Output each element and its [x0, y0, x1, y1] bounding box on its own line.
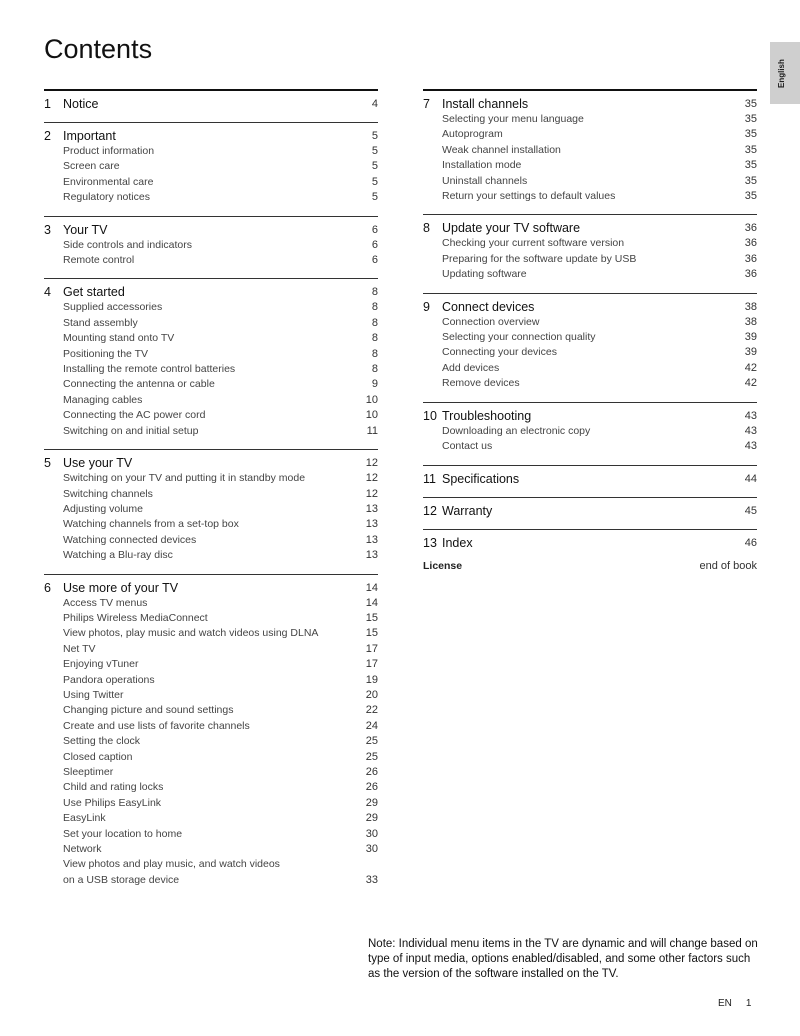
entry-label-line: Switching on and initial setup	[63, 424, 199, 437]
entry-label-line: View photos, play music and watch videos using DLNA	[63, 627, 319, 640]
toc-entry[interactable]	[44, 548, 378, 563]
entry-label-line: Screen care	[63, 160, 120, 173]
section-page: 45	[744, 504, 757, 517]
entry-label-line: Preparing for the software update by USB	[442, 252, 637, 265]
entry-page: 14	[365, 596, 378, 609]
entry-label	[63, 548, 366, 563]
entry-label	[63, 657, 366, 672]
entry-page: 35	[744, 190, 757, 203]
entry-label	[63, 517, 366, 532]
toc-entry[interactable]	[44, 144, 378, 159]
section-heading[interactable]	[44, 284, 378, 300]
toc-entry[interactable]	[423, 439, 757, 454]
toc-entry[interactable]	[423, 143, 757, 158]
toc-entry[interactable]	[44, 673, 378, 688]
entry-label-line: Downloading an electronic copy	[442, 424, 591, 437]
section-heading[interactable]	[44, 128, 378, 144]
toc-entry[interactable]	[44, 703, 378, 718]
entry-page: 43	[744, 440, 757, 453]
toc-entry[interactable]	[423, 127, 757, 142]
entry-page: 17	[365, 642, 378, 655]
entry-page: 6	[371, 238, 378, 251]
entry-page: 42	[744, 361, 757, 374]
toc-entry[interactable]	[44, 502, 378, 517]
entry-page: 9	[371, 378, 378, 391]
toc-section	[423, 465, 757, 487]
entry-label-line: Enjoying vTuner	[63, 658, 139, 671]
section-page: 12	[365, 457, 378, 470]
entry-page: 8	[371, 301, 378, 314]
section-heading[interactable]	[44, 96, 378, 112]
section-title: Use more of your TV	[63, 580, 179, 595]
entry-label	[442, 315, 745, 330]
toc-entry[interactable]	[44, 750, 378, 765]
entry-label-line: Connecting your devices	[442, 346, 557, 359]
toc-entry[interactable]	[44, 533, 378, 548]
section-number: 9	[423, 299, 430, 314]
toc-section	[44, 574, 378, 889]
toc-entry[interactable]	[44, 190, 378, 205]
toc-entry[interactable]	[44, 175, 378, 190]
entry-label	[63, 159, 372, 174]
toc-entry[interactable]	[44, 688, 378, 703]
entry-label	[63, 424, 367, 439]
section-title: Your TV	[63, 222, 108, 237]
entry-page: 35	[744, 143, 757, 156]
entry-page: 36	[744, 252, 757, 265]
entry-label	[442, 376, 745, 391]
section-heading[interactable]	[423, 299, 757, 315]
toc-entry[interactable]	[44, 238, 378, 253]
entry-label-line: Pandora operations	[63, 673, 155, 686]
toc-entry[interactable]	[44, 377, 378, 392]
entry-label-line: Remote control	[63, 254, 135, 267]
toc-section	[423, 89, 757, 204]
entry-label	[63, 642, 366, 657]
entry-label-line: Checking your current software version	[442, 237, 625, 250]
section-number: 7	[423, 97, 430, 111]
entry-label-line: Watching channels from a set-top box	[63, 518, 239, 531]
toc-entry[interactable]	[44, 331, 378, 346]
page-title: Contents	[44, 34, 153, 64]
toc-entry[interactable]	[44, 596, 378, 611]
toc-entry[interactable]	[423, 267, 757, 282]
toc-entry[interactable]	[423, 189, 757, 204]
entry-label-line: on a USB storage device	[63, 873, 180, 886]
entry-label-line: Connection overview	[442, 315, 540, 328]
entry-label	[63, 487, 366, 502]
entry-page: 26	[365, 766, 378, 778]
entry-page: 25	[365, 750, 378, 763]
section-heading[interactable]	[44, 580, 378, 596]
section-title: Index	[442, 535, 473, 550]
entry-label	[63, 347, 372, 362]
entry-label-line: Child and rating locks	[63, 781, 164, 794]
entry-label-line: Installation mode	[442, 159, 522, 172]
entry-label	[63, 626, 366, 641]
entry-label-line: Supplied accessories	[63, 301, 163, 314]
entry-page: 11	[366, 424, 378, 437]
section-heading[interactable]	[423, 503, 757, 519]
entry-label	[442, 330, 745, 345]
toc-entry[interactable]	[44, 487, 378, 502]
page-footer	[718, 998, 751, 1009]
license-entry[interactable]	[423, 559, 757, 574]
entry-page: 39	[744, 346, 757, 359]
entry-page: 36	[744, 268, 757, 281]
toc-entry[interactable]	[44, 362, 378, 377]
entry-label-line: Uninstall channels	[442, 174, 528, 187]
entry-label-line: Sleeptimer	[63, 766, 114, 778]
entry-label	[63, 502, 366, 517]
entry-page: 29	[365, 812, 378, 825]
section-number: 1	[44, 97, 51, 111]
section-title: Warranty	[442, 503, 493, 518]
entry-label-line: Mounting stand onto TV	[63, 332, 175, 345]
entry-page: 6	[371, 254, 378, 267]
entry-label-line: Switching on your TV and putting it in standby mode	[63, 472, 306, 485]
section-number: 10	[423, 408, 437, 423]
entry-page: 8	[371, 363, 378, 376]
entry-page: 30	[365, 827, 378, 840]
entry-label	[63, 673, 366, 688]
entry-page: 5	[371, 175, 378, 188]
entry-page: 15	[365, 627, 378, 640]
entry-label-line: Contact us	[442, 440, 493, 453]
entry-label-line: Net TV	[63, 642, 96, 655]
entry-label-line: Remove devices	[442, 377, 520, 390]
entry-label	[63, 842, 366, 857]
toc-section	[423, 497, 757, 519]
entry-page: 33	[365, 873, 378, 886]
entry-label	[63, 765, 366, 780]
toc-left-column	[44, 89, 378, 898]
entry-label	[63, 377, 372, 392]
section-heading[interactable]	[423, 535, 757, 551]
entry-label	[63, 533, 366, 548]
toc-entry[interactable]	[44, 424, 378, 439]
entry-label	[63, 471, 366, 486]
entry-label-line: Access TV menus	[63, 596, 148, 609]
section-page: 14	[365, 581, 378, 594]
section-page: 5	[371, 130, 378, 142]
entry-label	[63, 253, 372, 268]
entry-page: 19	[365, 673, 378, 686]
entry-label-line: Philips Wireless MediaConnect	[63, 611, 208, 624]
section-heading[interactable]	[44, 455, 378, 471]
entry-page: 12	[365, 487, 378, 500]
toc-entry[interactable]	[423, 345, 757, 360]
toc-section	[423, 529, 757, 551]
entry-label-line: Changing picture and sound settings	[63, 704, 234, 717]
toc-entry[interactable]	[423, 361, 757, 376]
entry-label-line: Watching connected devices	[63, 533, 197, 546]
entry-page: 15	[365, 611, 378, 624]
toc-entry[interactable]	[44, 159, 378, 174]
entry-page: 8	[371, 332, 378, 345]
toc-entry[interactable]	[44, 811, 378, 826]
section-number: 11	[423, 471, 436, 486]
entry-label	[63, 144, 372, 159]
toc-entry[interactable]	[423, 174, 757, 189]
entry-page: 36	[744, 237, 757, 250]
toc-entry[interactable]	[44, 827, 378, 842]
entry-label	[63, 734, 366, 749]
entry-label-line: Use Philips EasyLink	[63, 796, 162, 809]
toc-entry[interactable]	[44, 517, 378, 532]
section-number: 13	[423, 535, 437, 550]
footer-lang: EN	[718, 998, 732, 1009]
entry-page: 39	[744, 331, 757, 344]
entry-label-line: Network	[63, 843, 102, 856]
entry-page: 5	[371, 191, 378, 204]
entry-label	[63, 596, 366, 611]
entry-label-line: Create and use lists of favorite channels	[63, 719, 250, 732]
entry-page: 20	[365, 688, 378, 701]
entry-page: 13	[365, 518, 378, 531]
toc-entry[interactable]	[44, 408, 378, 423]
entry-label	[63, 719, 366, 734]
entry-page: 35	[744, 128, 757, 141]
section-number: 12	[423, 503, 437, 518]
toc-entry[interactable]	[423, 330, 757, 345]
entry-label	[63, 408, 366, 423]
entry-page: 24	[365, 719, 378, 732]
toc-entry[interactable]	[44, 611, 378, 626]
section-number: 8	[423, 221, 430, 236]
section-title: Get started	[63, 285, 125, 300]
entry-label-line: Setting the clock	[63, 735, 141, 748]
section-title: Notice	[63, 97, 99, 111]
toc-section	[44, 216, 378, 269]
toc-entry[interactable]	[44, 347, 378, 362]
entry-label-line: Positioning the TV	[63, 347, 149, 360]
note-text: Note: Individual menu items in the TV are dynamic and will change based on type of input media, options enabled/disabled, and some other factors such as the version of the software installed on the TV.	[368, 938, 758, 980]
entry-label	[63, 238, 372, 253]
license-label: License	[423, 559, 463, 572]
entry-label-line: Autoprogram	[442, 128, 503, 141]
section-title: Use your TV	[63, 456, 133, 471]
entry-label	[63, 393, 366, 408]
section-page: 4	[371, 98, 378, 110]
entry-label-line: Using Twitter	[63, 688, 124, 701]
entry-label-line: Managing cables	[63, 393, 143, 406]
toc-section	[44, 449, 378, 563]
entry-label	[442, 439, 745, 454]
section-number: 5	[44, 456, 51, 471]
section-title: Install channels	[442, 97, 529, 111]
section-page: 44	[744, 472, 757, 485]
section-heading[interactable]	[423, 471, 757, 487]
entry-label	[442, 424, 745, 439]
entry-label	[442, 127, 745, 142]
toc-entry[interactable]	[423, 424, 757, 439]
section-heading[interactable]	[423, 96, 757, 112]
toc-entry[interactable]	[44, 857, 378, 888]
entry-label-line: Product information	[63, 145, 155, 157]
entry-label-line: Installing the remote control batteries	[63, 363, 236, 376]
entry-label	[442, 189, 745, 204]
entry-page: 10	[365, 393, 378, 406]
page-number: 1	[745, 998, 752, 1009]
entry-label	[442, 252, 745, 267]
entry-label-line: Set your location to home	[63, 827, 183, 840]
entry-page: 35	[744, 159, 757, 172]
entry-label	[63, 780, 366, 795]
toc-section	[44, 278, 378, 439]
entry-page: 5	[371, 145, 378, 157]
entry-label	[63, 175, 372, 190]
toc-entry[interactable]	[44, 393, 378, 408]
section-page: 6	[371, 223, 378, 236]
entry-label-line: Connecting the antenna or cable	[63, 378, 215, 391]
toc-entry[interactable]	[44, 471, 378, 486]
entry-page: 35	[744, 174, 757, 187]
entry-label-line: Environmental care	[63, 175, 154, 188]
entry-label-line: Selecting your menu language	[442, 113, 584, 125]
section-number: 3	[44, 222, 51, 237]
entry-label	[63, 316, 372, 331]
entry-page: 13	[365, 502, 378, 515]
entry-page: 13	[365, 533, 378, 546]
entry-label	[63, 688, 366, 703]
entry-page: 26	[365, 781, 378, 794]
entry-page: 8	[371, 347, 378, 360]
entry-page: 5	[371, 160, 378, 173]
toc-entry[interactable]	[44, 765, 378, 780]
entry-label	[442, 361, 745, 376]
entry-label	[442, 267, 745, 282]
entry-label	[63, 827, 366, 842]
entry-page: 10	[365, 409, 378, 422]
entry-page: 35	[744, 113, 757, 125]
entry-label	[63, 611, 366, 626]
entry-label	[442, 143, 745, 158]
toc-entry[interactable]	[44, 253, 378, 268]
entry-label	[63, 703, 366, 718]
entry-label	[63, 331, 372, 346]
toc-section	[423, 402, 757, 455]
section-title: Connect devices	[442, 299, 535, 314]
toc-entry[interactable]	[44, 780, 378, 795]
toc-entry[interactable]	[44, 719, 378, 734]
entry-page: 25	[365, 735, 378, 748]
entry-label-line: Closed caption	[63, 750, 133, 763]
entry-label-line: Adjusting volume	[63, 502, 143, 515]
entry-label-line: Weak channel installation	[442, 143, 561, 156]
section-page: 38	[744, 300, 757, 313]
section-page: 46	[744, 536, 757, 549]
toc-section	[44, 122, 378, 206]
section-number: 2	[44, 129, 51, 143]
toc-right-sections	[423, 89, 757, 551]
section-page: 35	[744, 98, 757, 110]
entry-label-line: Stand assembly	[63, 316, 138, 329]
section-title: Update your TV software	[442, 221, 581, 236]
toc-entry[interactable]	[423, 376, 757, 391]
entry-label-line: Switching channels	[63, 487, 153, 500]
entry-page: 30	[365, 843, 378, 856]
entry-label	[442, 174, 745, 189]
toc-section	[423, 214, 757, 282]
entry-label	[63, 796, 366, 811]
toc-entry[interactable]	[44, 300, 378, 315]
entry-label	[63, 300, 372, 315]
section-number: 4	[44, 285, 51, 300]
entry-label-line: Selecting your connection quality	[442, 331, 596, 344]
toc-entry[interactable]	[44, 796, 378, 811]
entry-page: 43	[744, 424, 757, 437]
entry-page: 12	[365, 472, 378, 485]
entry-label	[442, 112, 745, 127]
toc-entry[interactable]	[44, 657, 378, 672]
toc-entry[interactable]	[44, 734, 378, 749]
toc-entry[interactable]	[423, 252, 757, 267]
entry-label	[63, 362, 372, 377]
toc-entry[interactable]	[44, 316, 378, 331]
entry-label	[442, 236, 745, 251]
section-title: Specifications	[442, 471, 520, 486]
entry-page: 17	[365, 658, 378, 671]
toc-entry[interactable]	[44, 626, 378, 641]
toc-right-column	[423, 89, 757, 574]
section-page: 36	[744, 222, 757, 235]
section-title: Important	[63, 129, 116, 143]
toc-entry[interactable]	[423, 236, 757, 251]
entry-label	[442, 345, 745, 360]
toc-entry[interactable]	[44, 842, 378, 857]
section-number: 6	[44, 580, 51, 595]
entry-page: 22	[365, 704, 378, 717]
entry-label-line: Return your settings to default values	[442, 190, 616, 203]
section-page: 43	[744, 409, 757, 422]
entry-label-line: Updating software	[442, 268, 527, 281]
section-heading[interactable]	[423, 220, 757, 236]
entry-label-line: Add devices	[442, 361, 500, 374]
entry-label-line: Side controls and indicators	[63, 238, 192, 251]
entry-label	[63, 750, 366, 765]
toc-entry[interactable]	[423, 315, 757, 330]
entry-page: 38	[744, 315, 757, 328]
entry-page: 8	[371, 316, 378, 329]
toc-section	[423, 293, 757, 392]
section-page: 8	[371, 286, 378, 299]
license-page: end of book	[699, 559, 757, 572]
toc-entry[interactable]	[44, 642, 378, 657]
section-title: Troubleshooting	[442, 408, 532, 423]
entry-label-line: Watching a Blu-ray disc	[63, 549, 173, 562]
entry-page: 42	[744, 377, 757, 390]
entry-label	[63, 190, 372, 205]
entry-label-line: Regulatory notices	[63, 191, 150, 204]
entry-label-line: Connecting the AC power cord	[63, 409, 206, 422]
toc-section	[44, 89, 378, 112]
entry-label	[63, 857, 366, 888]
section-heading[interactable]	[423, 408, 757, 424]
entry-page: 13	[365, 549, 378, 562]
entry-label	[442, 158, 745, 173]
entry-label-line: View photos and play music, and watch videos	[63, 858, 280, 871]
toc-entry[interactable]	[423, 112, 757, 127]
language-tab: English	[770, 42, 800, 104]
entry-label	[63, 811, 366, 826]
toc-entry[interactable]	[423, 158, 757, 173]
section-heading[interactable]	[44, 222, 378, 238]
entry-page: 29	[365, 796, 378, 809]
entry-label-line: EasyLink	[63, 812, 106, 825]
